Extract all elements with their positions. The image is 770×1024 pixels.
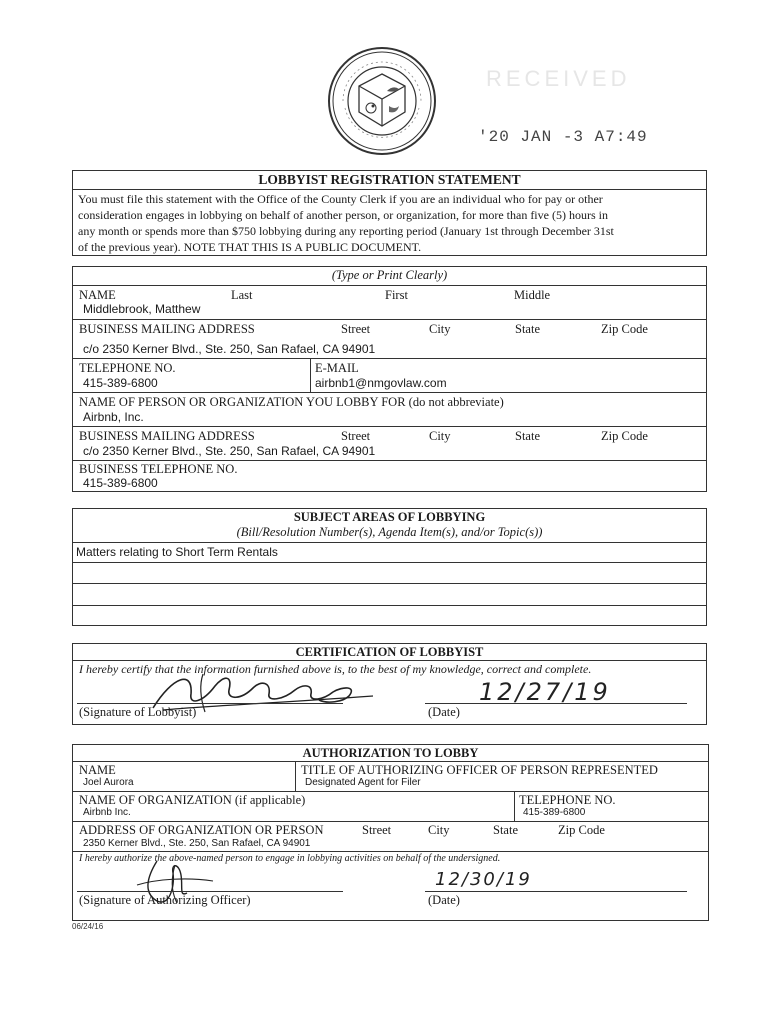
lobbyist-info-box — [72, 266, 707, 492]
authorization-date-line — [425, 891, 687, 892]
form-title: LOBBYIST REGISTRATION STATEMENT — [258, 172, 521, 187]
lobbyist-signature-line — [77, 703, 343, 704]
auth-officer-title-label: TITLE OF AUTHORIZING OFFICER OF PERSON REPRESENTED — [301, 763, 658, 777]
authorization-title: AUTHORIZATION TO LOBBY — [302, 746, 479, 760]
auth-org-label: NAME OF ORGANIZATION (if applicable) — [79, 793, 306, 807]
auth-officer-title-value[interactable]: Designated Agent for Filer — [305, 777, 421, 788]
org-city-label: City — [429, 429, 451, 443]
auth-state-label: State — [493, 823, 518, 837]
email-label: E-MAIL — [315, 361, 359, 375]
auth-phone-value[interactable]: 415-389-6800 — [523, 807, 586, 818]
date-stamp: '20 JAN -3 A7:49 — [478, 128, 648, 146]
certification-box — [72, 643, 707, 725]
lobbyist-address-value[interactable]: c/o 2350 Kerner Blvd., Ste. 250, San Rafael, CA 94901 — [83, 342, 376, 356]
lobbyist-name-value[interactable]: Middlebrook, Matthew — [83, 302, 201, 316]
auth-phone-label: TELEPHONE NO. — [519, 793, 616, 807]
instructions-line-2: consideration engages in lobbying on behalf of another person, or organization, for more than five (5) hours in — [78, 208, 608, 222]
first-label: First — [385, 288, 408, 302]
certification-date-label: (Date) — [428, 705, 460, 719]
address-label: BUSINESS MAILING ADDRESS — [79, 322, 255, 336]
auth-city-label: City — [428, 823, 450, 837]
form-revision-date: 06/24/16 — [72, 922, 104, 931]
certification-statement: I hereby certify that the information furnished above is, to the best of my knowledge, correct and complete. — [79, 662, 592, 676]
auth-zip-label: Zip Code — [558, 823, 605, 837]
name-label: NAME — [79, 288, 116, 302]
subject-title: SUBJECT AREAS OF LOBBYING — [293, 510, 486, 524]
auth-address-value[interactable]: 2350 Kerner Blvd., Ste. 250, San Rafael, CA 94901 — [83, 838, 311, 849]
street-label: Street — [341, 322, 371, 336]
state-label: State — [515, 322, 540, 336]
org-label: NAME OF PERSON OR ORGANIZATION YOU LOBBY FOR (do not abbreviate) — [79, 395, 504, 409]
lobbyist-phone-value[interactable]: 415-389-6800 — [83, 376, 158, 390]
zip-label: Zip Code — [601, 322, 648, 336]
certification-date-line — [425, 703, 687, 704]
type-note: (Type or Print Clearly) — [331, 268, 448, 282]
subject-subtitle: (Bill/Resolution Number(s), Agenda Item(s), and/or Topic(s)) — [236, 525, 543, 539]
authorization-box — [72, 744, 709, 921]
middle-label: Middle — [514, 288, 551, 302]
org-value[interactable]: Airbnb, Inc. — [83, 410, 144, 424]
org-zip-label: Zip Code — [601, 429, 648, 443]
lobbyist-email-value[interactable]: airbnb1@nmgovlaw.com — [315, 376, 447, 390]
county-seal — [327, 46, 437, 156]
instructions-line-3: any month or spends more than $750 lobbying during any reporting period (January 1st through December 31st — [78, 224, 614, 238]
subject-line-1[interactable]: Matters relating to Short Term Rentals — [76, 545, 278, 559]
lobbyist-signature-label: (Signature of Lobbyist) — [79, 705, 197, 719]
authorization-date-value[interactable]: 12/30/19 — [435, 869, 532, 890]
org-address-value[interactable]: c/o 2350 Kerner Blvd., Ste. 250, San Rafael, CA 94901 — [83, 444, 376, 458]
auth-address-label: ADDRESS OF ORGANIZATION OR PERSON — [79, 823, 324, 837]
phone-label: TELEPHONE NO. — [79, 361, 176, 375]
auth-name-label: NAME — [79, 763, 116, 777]
header-box — [72, 170, 707, 256]
received-stamp-ghost: RECEIVED — [486, 66, 631, 91]
instructions-line-1: You must file this statement with the Office of the County Clerk if you are an individual who for pay or other — [78, 192, 603, 206]
org-state-label: State — [515, 429, 540, 443]
city-label: City — [429, 322, 451, 336]
officer-signature-line — [77, 891, 343, 892]
org-phone-label: BUSINESS TELEPHONE NO. — [79, 462, 238, 476]
instructions-line-4: of the previous year). NOTE THAT THIS IS A PUBLIC DOCUMENT. — [78, 240, 422, 254]
org-phone-value[interactable]: 415-389-6800 — [83, 476, 158, 490]
auth-statement: I hereby authorize the above-named person to engage in lobbying activities on behalf of the undersigned. — [79, 853, 501, 864]
authorization-date-label: (Date) — [428, 893, 460, 907]
org-address-label: BUSINESS MAILING ADDRESS — [79, 429, 255, 443]
auth-name-value[interactable]: Joel Aurora — [83, 777, 134, 788]
officer-signature-label: (Signature of Authorizing Officer) — [79, 893, 251, 907]
certification-date-value[interactable]: 12/27/19 — [479, 678, 611, 706]
auth-street-label: Street — [362, 823, 392, 837]
last-label: Last — [231, 288, 253, 302]
subject-box — [72, 508, 707, 626]
auth-org-value[interactable]: Airbnb Inc. — [83, 807, 131, 818]
org-street-label: Street — [341, 429, 371, 443]
certification-title: CERTIFICATION OF LOBBYIST — [295, 645, 484, 659]
